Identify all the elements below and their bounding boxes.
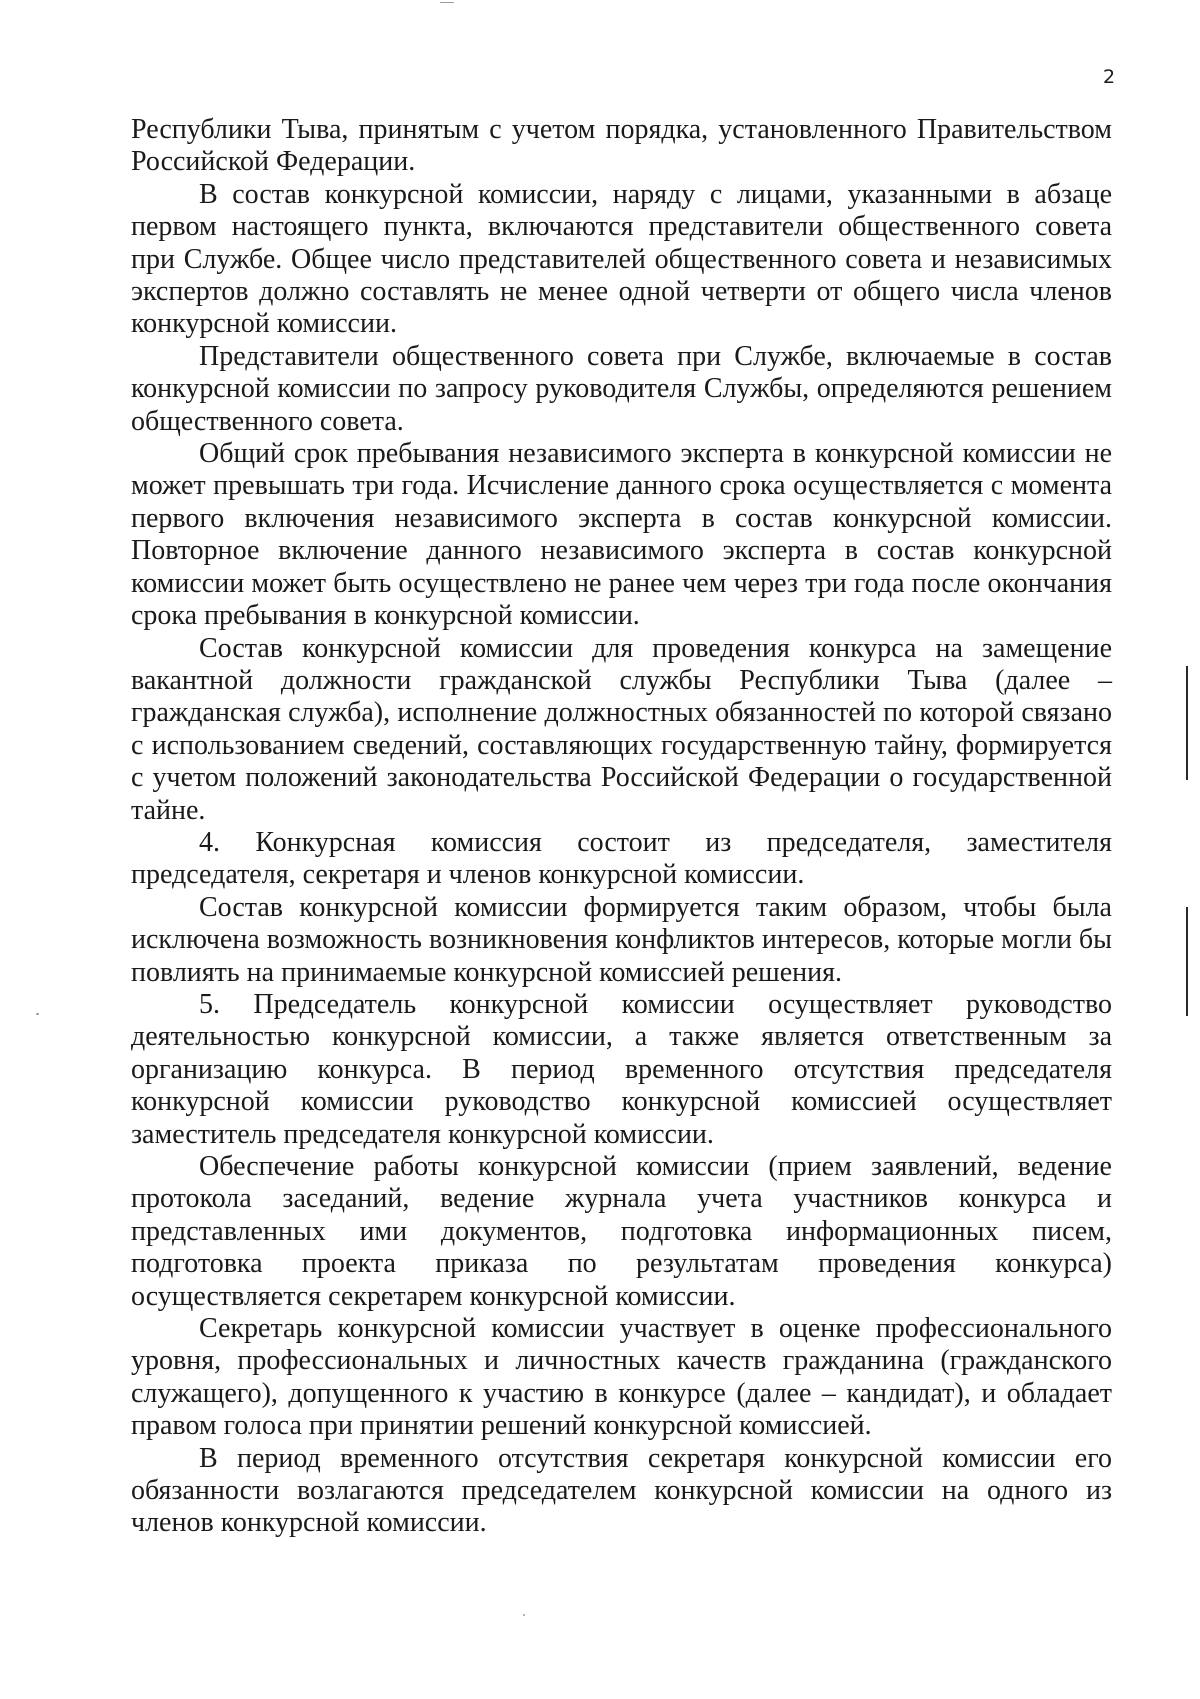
page-number: 2 <box>1103 66 1116 88</box>
paragraph: Секретарь конкурсной комиссии участвует в оценке профессионального уровня, профессиональных и личностных качеств гражданина (гражданского служащего), допущенного к участию в конкурсе (далее – кандидат), и обладает правом голоса при принятии решений конкурсной комиссией. <box>131 1313 1112 1442</box>
paragraph-item-4: 4. Конкурсная комиссия состоит из председателя, заместителя председателя, секретаря и членов конкурсной комиссии. <box>131 826 1112 891</box>
scan-artifact <box>36 1013 39 1015</box>
scan-artifact <box>523 1614 525 1616</box>
paragraph-item-5: 5. Председатель конкурсной комиссии осуществляет руководство деятельностью конкурсной комиссии, а также является ответственным за организацию конкурса. В период временного отсутствия председателя конкурсной комиссии руководство конкурсной комиссией осуществляет заместитель председателя конкурсной комиссии. <box>131 988 1112 1150</box>
paragraph: Состав конкурсной комиссии формируется таким образом, чтобы была исключена возможность возникновения конфликтов интересов, которые могли бы повлиять на принимаемые конкурсной комиссией решения. <box>131 891 1112 988</box>
scan-margin-mark <box>1186 907 1188 1016</box>
paragraph: Представители общественного совета при Службе, включаемые в состав конкурсной комиссии по запросу руководителя Службы, определяются решением общественного совета. <box>131 340 1112 437</box>
paragraph: Общий срок пребывания независимого эксперта в конкурсной комиссии не может превышать три года. Исчисление данного срока осуществляется с момента первого включения независимого эксперта в состав конкурсной комиссии. Повторное включение данного независимого эксперта в состав конкурсной комиссии может быть осуществлено не ранее чем через три года после окончания срока пребывания в конкурсной комиссии. <box>131 438 1112 632</box>
paragraph: В период временного отсутствия секретаря конкурсной комиссии его обязанности возлагаются председателем конкурсной комиссии на одного из членов конкурсной комиссии. <box>131 1442 1112 1539</box>
paragraph-continuation: Республики Тыва, принятым с учетом порядка, установленного Правительством Российской Федерации. <box>131 114 1112 178</box>
paragraph: Обеспечение работы конкурсной комиссии (прием заявлений, ведение протокола заседаний, ведение журнала учета участников конкурса и представленных ими документов, подготовка информационных писем, подготовка проекта приказа по результатам проведения конкурса) осуществляется секретарем конкурсной комиссии. <box>131 1151 1112 1312</box>
scan-artifact <box>440 2 454 3</box>
scan-margin-mark <box>1186 666 1188 780</box>
document-body <box>131 114 1112 1540</box>
paragraph: Состав конкурсной комиссии для проведения конкурса на замещение вакантной должности гражданской службы Республики Тыва (далее – гражданская служба), исполнение должностных обязанностей по которой связано с использованием сведений, составляющих государственную тайну, формируется с учетом положений законодательства Российской Федерации о государственной тайне. <box>131 632 1112 826</box>
paragraph: В состав конкурсной комиссии, наряду с лицами, указанными в абзаце первом настоящего пункта, включаются представители общественного совета при Службе. Общее число представителей общественного совета и независимых экспертов должно составлять не менее одной четверти от общего числа членов конкурсной комиссии. <box>131 178 1112 340</box>
